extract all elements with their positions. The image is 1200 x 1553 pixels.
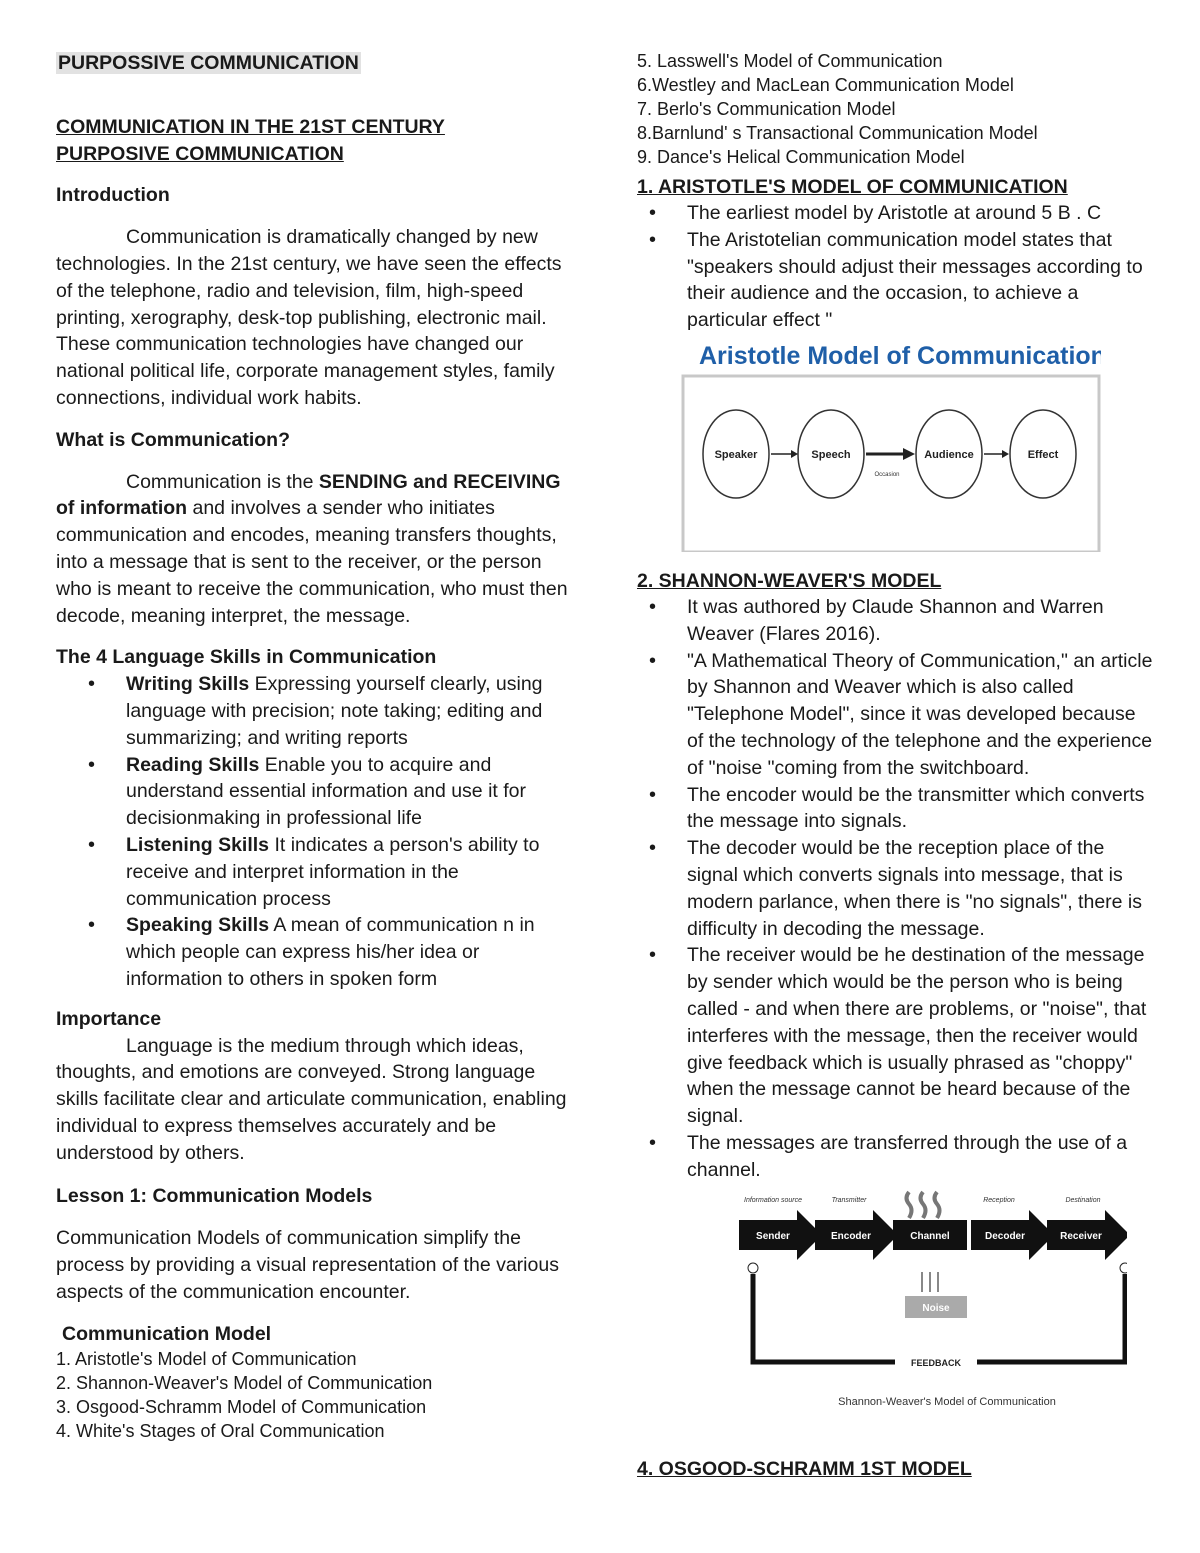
label-destination: Destination	[1065, 1196, 1101, 1204]
left-column	[56, 0, 576, 1443]
model-item-1: 1. Aristotle's Model of Communication	[56, 1349, 357, 1370]
shannon-weaver-caption: Shannon-Weaver's Model of Communication	[838, 1395, 1056, 1408]
box-label-receiver: Receiver	[1060, 1230, 1102, 1242]
language-skills-list	[56, 671, 576, 993]
model-item-5: 5. Lasswell's Model of Communication	[637, 51, 943, 71]
label-transmitter: Transmitter	[831, 1196, 867, 1204]
importance-paragraph: Language is the medium through which ideas, thoughts, and emotions are conveyed. Strong language skills facilitate clear and articulate communication, enabling individual to express themselves accurately and be understood by others.	[56, 1034, 567, 1164]
box-label-decoder: Decoder	[984, 1230, 1026, 1242]
shannon-weaver-heading: 2. SHANNON-WEAVER'S MODEL	[637, 569, 942, 592]
model-item-7: 7. Berlo's Communication Model	[637, 99, 896, 119]
section-heading-21st-century: COMMUNICATION IN THE 21ST CENTURY	[56, 115, 445, 138]
node-label-audience: Audience	[924, 448, 974, 461]
document-title: PURPOSSIVE COMMUNICATION	[58, 52, 359, 74]
feedback-line-right	[977, 1274, 1125, 1362]
box-label-encoder: Encoder	[830, 1230, 872, 1242]
feedback-label: FEEDBACK	[910, 1357, 962, 1368]
node-label-effect: Effect	[1027, 448, 1059, 461]
osgood-schramm-heading: 4. OSGOOD-SCHRAMM 1ST MODEL	[637, 1458, 972, 1480]
node-label-speech: Speech	[811, 448, 851, 461]
list-item: • The receiver would be he destination of the message by sender which would be the person who is being called - and when there are problems, or "noise", that interferes with the message, then the receiver would give feedback which is usually phrased as "choppy" when the message cannot be heard because of the signal.	[637, 942, 1157, 1130]
box-label-channel: Channel	[910, 1230, 950, 1242]
introduction-paragraph: Communication is dramatically changed by new technologies. In the 21st century, we have seen the effects of the telephone, radio and television, film, high-speed printing, xerography, desk-top publishing, electronic mail. These communication technologies have changed our national political life, corporate management styles, family connections, individual work habits.	[56, 226, 562, 409]
language-skills-heading: The 4 Language Skills in Communication	[56, 646, 437, 669]
importance-heading: Importance	[56, 1007, 162, 1030]
aristotle-figure-title: Aristotle Model of Communication	[699, 341, 1101, 370]
aristotle-model-figure	[681, 338, 1101, 552]
list-item: • Listening Skills It indicates a person's ability to receive and interpret information in the communication process	[56, 832, 576, 912]
model-item-8: 8.Barnlund' s Transactional Communication Model	[637, 123, 1038, 143]
aristotle-diagram	[681, 338, 1101, 552]
shannon-weaver-bullets	[637, 594, 1157, 1184]
list-item: • The messages are transferred through the use of a channel.	[637, 1130, 1157, 1184]
label-reception: Reception	[983, 1196, 1015, 1204]
shannon-weaver-figure	[647, 1190, 1127, 1412]
models-intro-paragraph: Communication Models of communication simplify the process by providing a visual representation of the various aspects of the communication encounter.	[56, 1227, 559, 1303]
label-information-source: Information source	[744, 1196, 802, 1204]
list-item: • It was authored by Claude Shannon and Warren Weaver (Flares 2016).	[637, 594, 1157, 648]
list-item: • Reading Skills Enable you to acquire and understand essential information and use it for decisionmaking in professional life	[56, 752, 576, 832]
introduction-heading: Introduction	[56, 184, 170, 207]
list-item: • Writing Skills Expressing yourself clearly, using language with precision; note taking; editing and summarizing; and writing reports	[56, 671, 576, 751]
list-item: • The decoder would be the reception place of the signal which converts signals into message, that is modern parlance, when there is "no signals", there is difficulty in decoding the message.	[637, 835, 1157, 942]
list-item: • Speaking Skills A mean of communication n in which people can express his/her idea or information to others in spoken form	[56, 912, 576, 992]
models-list-heading: Communication Model	[62, 1322, 272, 1345]
what-is-communication-heading: What is Communication?	[56, 428, 290, 451]
list-item: • The encoder would be the transmitter which converts the message into signals.	[637, 782, 1157, 836]
feedback-line-left	[753, 1274, 895, 1362]
list-item: • "A Mathematical Theory of Communication," an article by Shannon and Weaver which is also called "Telephone Model", since it was developed because of the technology of the telephone and the experience of "noise "coming from the switchboard.	[637, 648, 1157, 782]
shannon-weaver-diagram	[647, 1190, 1127, 1412]
node-label-speaker: Speaker	[714, 448, 758, 461]
aristotle-heading: 1. ARISTOTLE'S MODEL OF COMMUNICATION	[637, 176, 1068, 198]
noise-label: Noise	[922, 1302, 950, 1314]
model-item-2: 2. Shannon-Weaver's Model of Communication	[56, 1373, 433, 1394]
right-column	[637, 0, 1157, 1480]
occasion-label: Occasion	[874, 471, 900, 478]
lesson-heading: Lesson 1: Communication Models	[56, 1185, 373, 1208]
what-is-communication-paragraph: Communication is the SENDING and RECEIVING of information and involves a sender who initiates communication and encodes, meaning transfers thoughts, into a message that is sent to the receiver, or the person who is meant to receive the communication, who must then decode, meaning interpret, the message.	[56, 470, 568, 627]
aristotle-bullets	[637, 200, 1157, 334]
model-item-6: 6.Westley and MacLean Communication Model	[637, 75, 1014, 95]
box-label-sender: Sender	[756, 1230, 790, 1242]
model-item-3: 3. Osgood-Schramm Model of Communication	[56, 1397, 427, 1418]
model-item-4: 4. White's Stages of Oral Communication	[56, 1421, 385, 1442]
model-item-9: 9. Dance's Helical Communication Model	[637, 147, 965, 167]
section-heading-purposive: PURPOSIVE COMMUNICATION	[56, 142, 344, 165]
list-item: • The earliest model by Aristotle at around 5 B . C	[637, 200, 1157, 227]
list-item: • The Aristotelian communication model states that "speakers should adjust their messages according to their audience and the occasion, to achieve a particular effect "	[637, 227, 1157, 334]
